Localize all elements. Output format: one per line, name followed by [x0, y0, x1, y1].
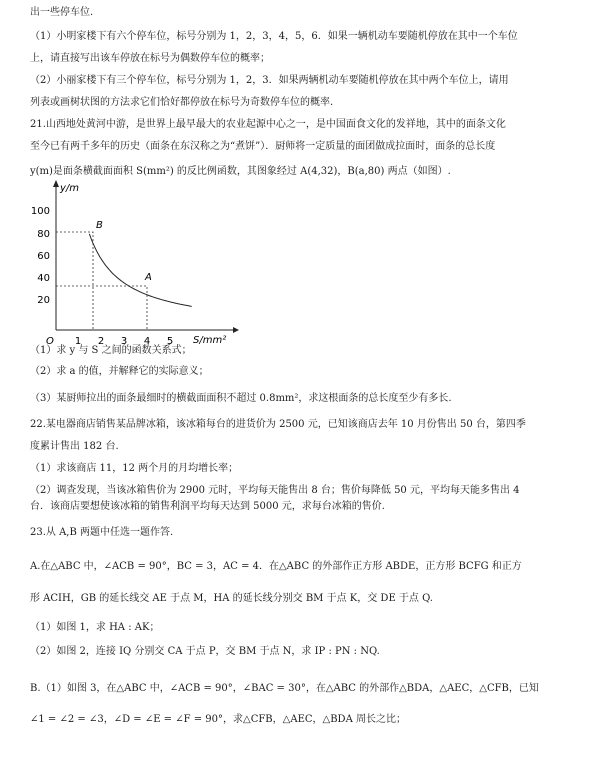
- x-tick-label: 4: [143, 336, 151, 347]
- origin-label: O: [46, 336, 54, 347]
- inverse-function-graph: [28, 180, 238, 347]
- text-line: 度累计售出 182 台.: [30, 441, 119, 452]
- text-line: （2）小丽家楼下有三个停车位，标号分别为 1，2，3．如果两辆机动车要随机停放在其中两个车位上，请用: [30, 75, 509, 86]
- text-line: 台．该商店要想使该冰箱的销售利润平均每天达到 5000 元，求每台冰箱的售价.: [30, 501, 385, 512]
- y-tick-label: 20: [37, 295, 50, 306]
- text-line: （2）如图 2，连接 IQ 分别交 CA 于点 P，交 BM 于点 N，求 IP : PN : NQ.: [30, 646, 380, 657]
- text-line: 列表或画树状图的方法求它们恰好都停放在标号为奇数停车位的概率.: [30, 97, 334, 108]
- y-axis-label: y/m: [60, 183, 80, 194]
- x-tick-label: 3: [120, 336, 128, 347]
- y-tick-label: 100: [30, 206, 50, 217]
- y-tick-label: 40: [37, 273, 50, 284]
- text-line: ∠1 = ∠2 = ∠3，∠D = ∠E = ∠F = 90°，求△CFB，△AEC，△BDA 周长之比；: [30, 714, 406, 725]
- text-line: y(m)是面条横截面面积 S(mm²) 的反比例函数，其图象经过 A(4,32)，B(a,80) 两点（如图）.: [30, 166, 451, 177]
- x-tick-label: 5: [166, 336, 174, 347]
- text-line: （2）调查发现，当该冰箱售价为 2900 元时，平均每天能售出 8 台；售价每降低 50 元，平均每天能多售出 4: [30, 485, 520, 496]
- y-axis-arrow-icon: [53, 180, 59, 187]
- text-line: （2）求 a 的值，并解释它的实际意义；: [30, 366, 209, 377]
- problem-22-text: 22.某电器商店销售某品牌冰箱，该冰箱每台的进货价为 2500 元，已知该商店去年 10 月份售出 50 台，第四季: [30, 419, 526, 430]
- text-line: （3）某厨师拉出的面条最细时的横截面面积不超过 0.8mm²，求这根面条的总长度至少有多长.: [30, 393, 452, 404]
- point-a-guide: [56, 286, 147, 330]
- x-tick-label: 1: [74, 336, 82, 347]
- text-line: 上，请直接写出该车停放在标号为偶数停车位的概率；: [30, 53, 270, 64]
- text-line: 至今已有两千多年的历史（面条在东汉称之为“煮饼”）．厨师将一定质量的面团做成拉面时，面条的总长度: [30, 141, 496, 152]
- problem-23-text: 23.从 A,B 两题中任选一题作答.: [30, 527, 174, 538]
- text-line: B.（1）如图 3，在△ABC 中，∠ACB = 90°，∠BAC = 30°，在△ABC 的外部作△BDA，△AEC，△CFB，已知: [30, 683, 539, 694]
- text-line: （1）如图 1，求 HA : AK；: [30, 622, 160, 633]
- inverse-curve: [89, 234, 191, 307]
- point-a-label: A: [145, 272, 152, 283]
- text-line: 出一些停车位.: [30, 7, 94, 18]
- x-axis-arrow-icon: [233, 327, 239, 333]
- text-line: 形 ACIH，GB 的延长线交 AE 于点 M，HA 的延长线分别交 BM 于点 K，交 DE 于点 Q.: [30, 593, 433, 604]
- text-line: A.在△ABC 中，∠ACB = 90°，BC = 3，AC = 4．在△ABC 的外部作正方形 ABDE，正方形 BCFG 和正方: [30, 561, 522, 572]
- x-axis-label: S/mm²: [193, 335, 227, 346]
- y-tick-label: 60: [37, 251, 50, 262]
- text-line: （1）求该商店 11，12 两个月的月均增长率；: [30, 463, 239, 474]
- point-b-label: B: [96, 220, 103, 231]
- point-b-guide: [56, 232, 93, 330]
- text-line: （1）小明家楼下有六个停车位，标号分别为 1，2，3，4，5，6．如果一辆机动车要随机停放在其中一个车位: [30, 31, 518, 42]
- x-tick-label: 2: [97, 336, 105, 347]
- text-line: （1）求 y 与 S 之间的函数关系式；: [30, 345, 192, 356]
- problem-21-text: 21.山西地处黄河中游，是世界上最早最大的农业起源中心之一，是中国面食文化的发祥地，其中的面条文化: [30, 119, 506, 130]
- y-tick-label: 80: [37, 229, 50, 240]
